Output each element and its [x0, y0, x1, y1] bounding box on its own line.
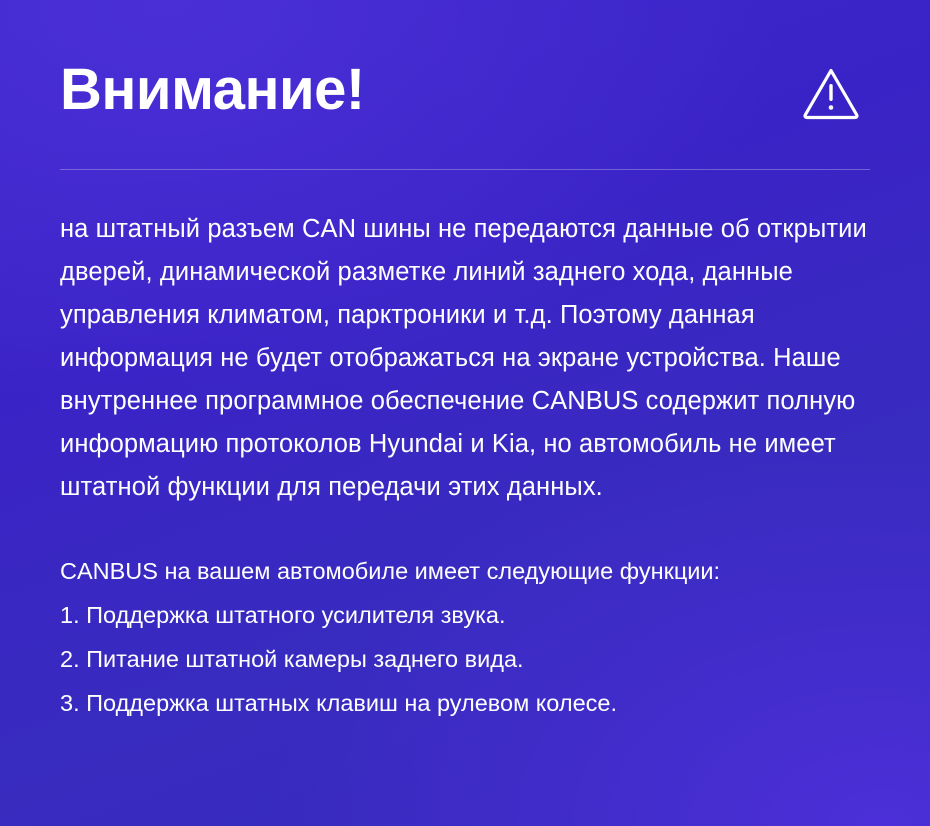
features-lead: CANBUS на вашем автомобиле имеет следующие функции:: [60, 558, 721, 584]
notice-paragraph: на штатный разъем CAN шины не передаются данные об открытии дверей, динамической разметке линий заднего хода, данные управления климатом, парктроники и т.д. Поэтому данная информация не будет отображаться на экране устройства. Наше внутреннее программное обеспечение CANBUS содержит полную информацию протоколов Hyundai и Kia, но автомобиль не имеет штатной функции для передачи этих данных.: [60, 215, 867, 501]
feature-item: 3. Поддержка штатных клавиш на рулевом колесе.: [60, 690, 617, 716]
feature-item: 2. Питание штатной камеры заднего вида.: [60, 646, 524, 672]
features-block: [60, 549, 870, 725]
page-title: Внимание!: [60, 57, 365, 122]
header-divider: [60, 169, 870, 170]
warning-triangle-icon: [802, 66, 860, 125]
notice-header: [60, 56, 870, 125]
feature-item: 1. Поддержка штатного усилителя звука.: [60, 602, 506, 628]
